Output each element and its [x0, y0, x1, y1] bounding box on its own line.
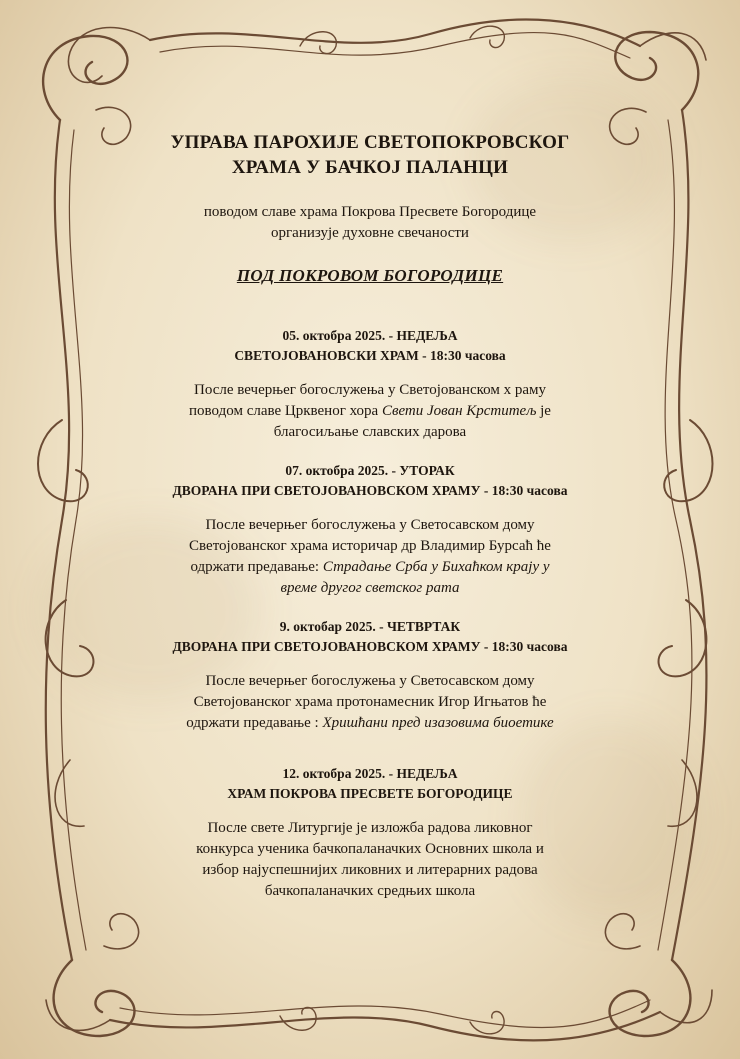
event-italic: Свети Јован Крститељ	[381, 403, 537, 419]
event-line: избор најуспешнијих ликовних и литерарних радова	[202, 862, 538, 878]
invitation-content	[120, 130, 620, 902]
event-date: 05. октобра 2025. - НЕДЕЉА	[282, 328, 458, 343]
event-line: После вечерњег богослужења у Светосавском дому	[205, 673, 535, 689]
event-italic: Страдање Срба у Бихаћком крају у	[322, 559, 550, 575]
event-block	[120, 764, 620, 902]
event-date: 12. октобра 2025. - НЕДЕЉА	[282, 766, 458, 781]
event-line	[120, 713, 620, 734]
event-text: је	[536, 403, 551, 419]
event-line: конкурса ученика бачкопаланачких Основних школа и	[196, 841, 544, 857]
event-line: После вечерњег богослужења у Светојованском х раму	[194, 382, 546, 398]
event-text: одржати предавање:	[190, 559, 323, 575]
title-line: УПРАВА ПАРОХИЈЕ СВЕТОПОКРОВСКОГ	[170, 132, 570, 153]
event-italic: Хришћани пред изазовима биоетике	[322, 715, 554, 731]
title-line: ХРАМА У БАЧКОЈ ПАЛАНЦИ	[231, 157, 509, 178]
motto-heading: ПОД ПОКРОВОМ БОГОРОДИЦЕ	[236, 266, 504, 285]
event-place: ХРАМ ПОКРОВА ПРЕСВЕТЕ БОГОРОДИЦЕ	[227, 786, 513, 801]
event-place: ДВОРАНА ПРИ СВЕТОЈОВАНОВСКОМ ХРАМУ - 18:30 часова	[172, 639, 568, 654]
event-line: После свете Литургије је изложба радова ликовног	[207, 820, 533, 836]
event-text: одржати предавање :	[186, 715, 323, 731]
event-line	[120, 578, 620, 599]
event-line: После вечерњег богослужења у Светосавском дому	[205, 517, 535, 533]
event-place: ДВОРАНА ПРИ СВЕТОЈОВАНОВСКОМ ХРАМУ - 18:30 часова	[172, 483, 568, 498]
event-text: поводом славе Црквеног хора	[189, 403, 382, 419]
event-line	[120, 557, 620, 578]
event-description	[120, 515, 620, 599]
event-line: Светојованског храма протонамесник Игор Игњатов ће	[193, 694, 547, 710]
event-date: 9. октобар 2025. - ЧЕТВРТАК	[279, 619, 461, 634]
event-block	[120, 326, 620, 443]
event-line: Светојованског храма историчар др Владимир Бурсаћ ће	[189, 538, 551, 554]
event-description	[120, 671, 620, 734]
event-block	[120, 617, 620, 734]
event-italic: време другог светског рата	[280, 580, 460, 596]
event-description	[120, 380, 620, 443]
event-place: СВЕТОЈОВАНОВСКИ ХРАМ - 18:30 часова	[234, 348, 506, 363]
event-line: бачкопаланачких средњих школа	[264, 883, 476, 899]
event-line	[120, 401, 620, 422]
intro-line: организује духовне свечаности	[271, 225, 469, 241]
event-description	[120, 818, 620, 902]
intro-text	[120, 202, 620, 244]
event-block	[120, 461, 620, 599]
intro-line: поводом славе храма Покрова Пресвете Богородице	[203, 204, 537, 220]
event-line: благосиљање славских дарова	[273, 424, 467, 440]
event-date: 07. октобра 2025. - УТОРАК	[285, 463, 455, 478]
page-title	[120, 130, 620, 180]
